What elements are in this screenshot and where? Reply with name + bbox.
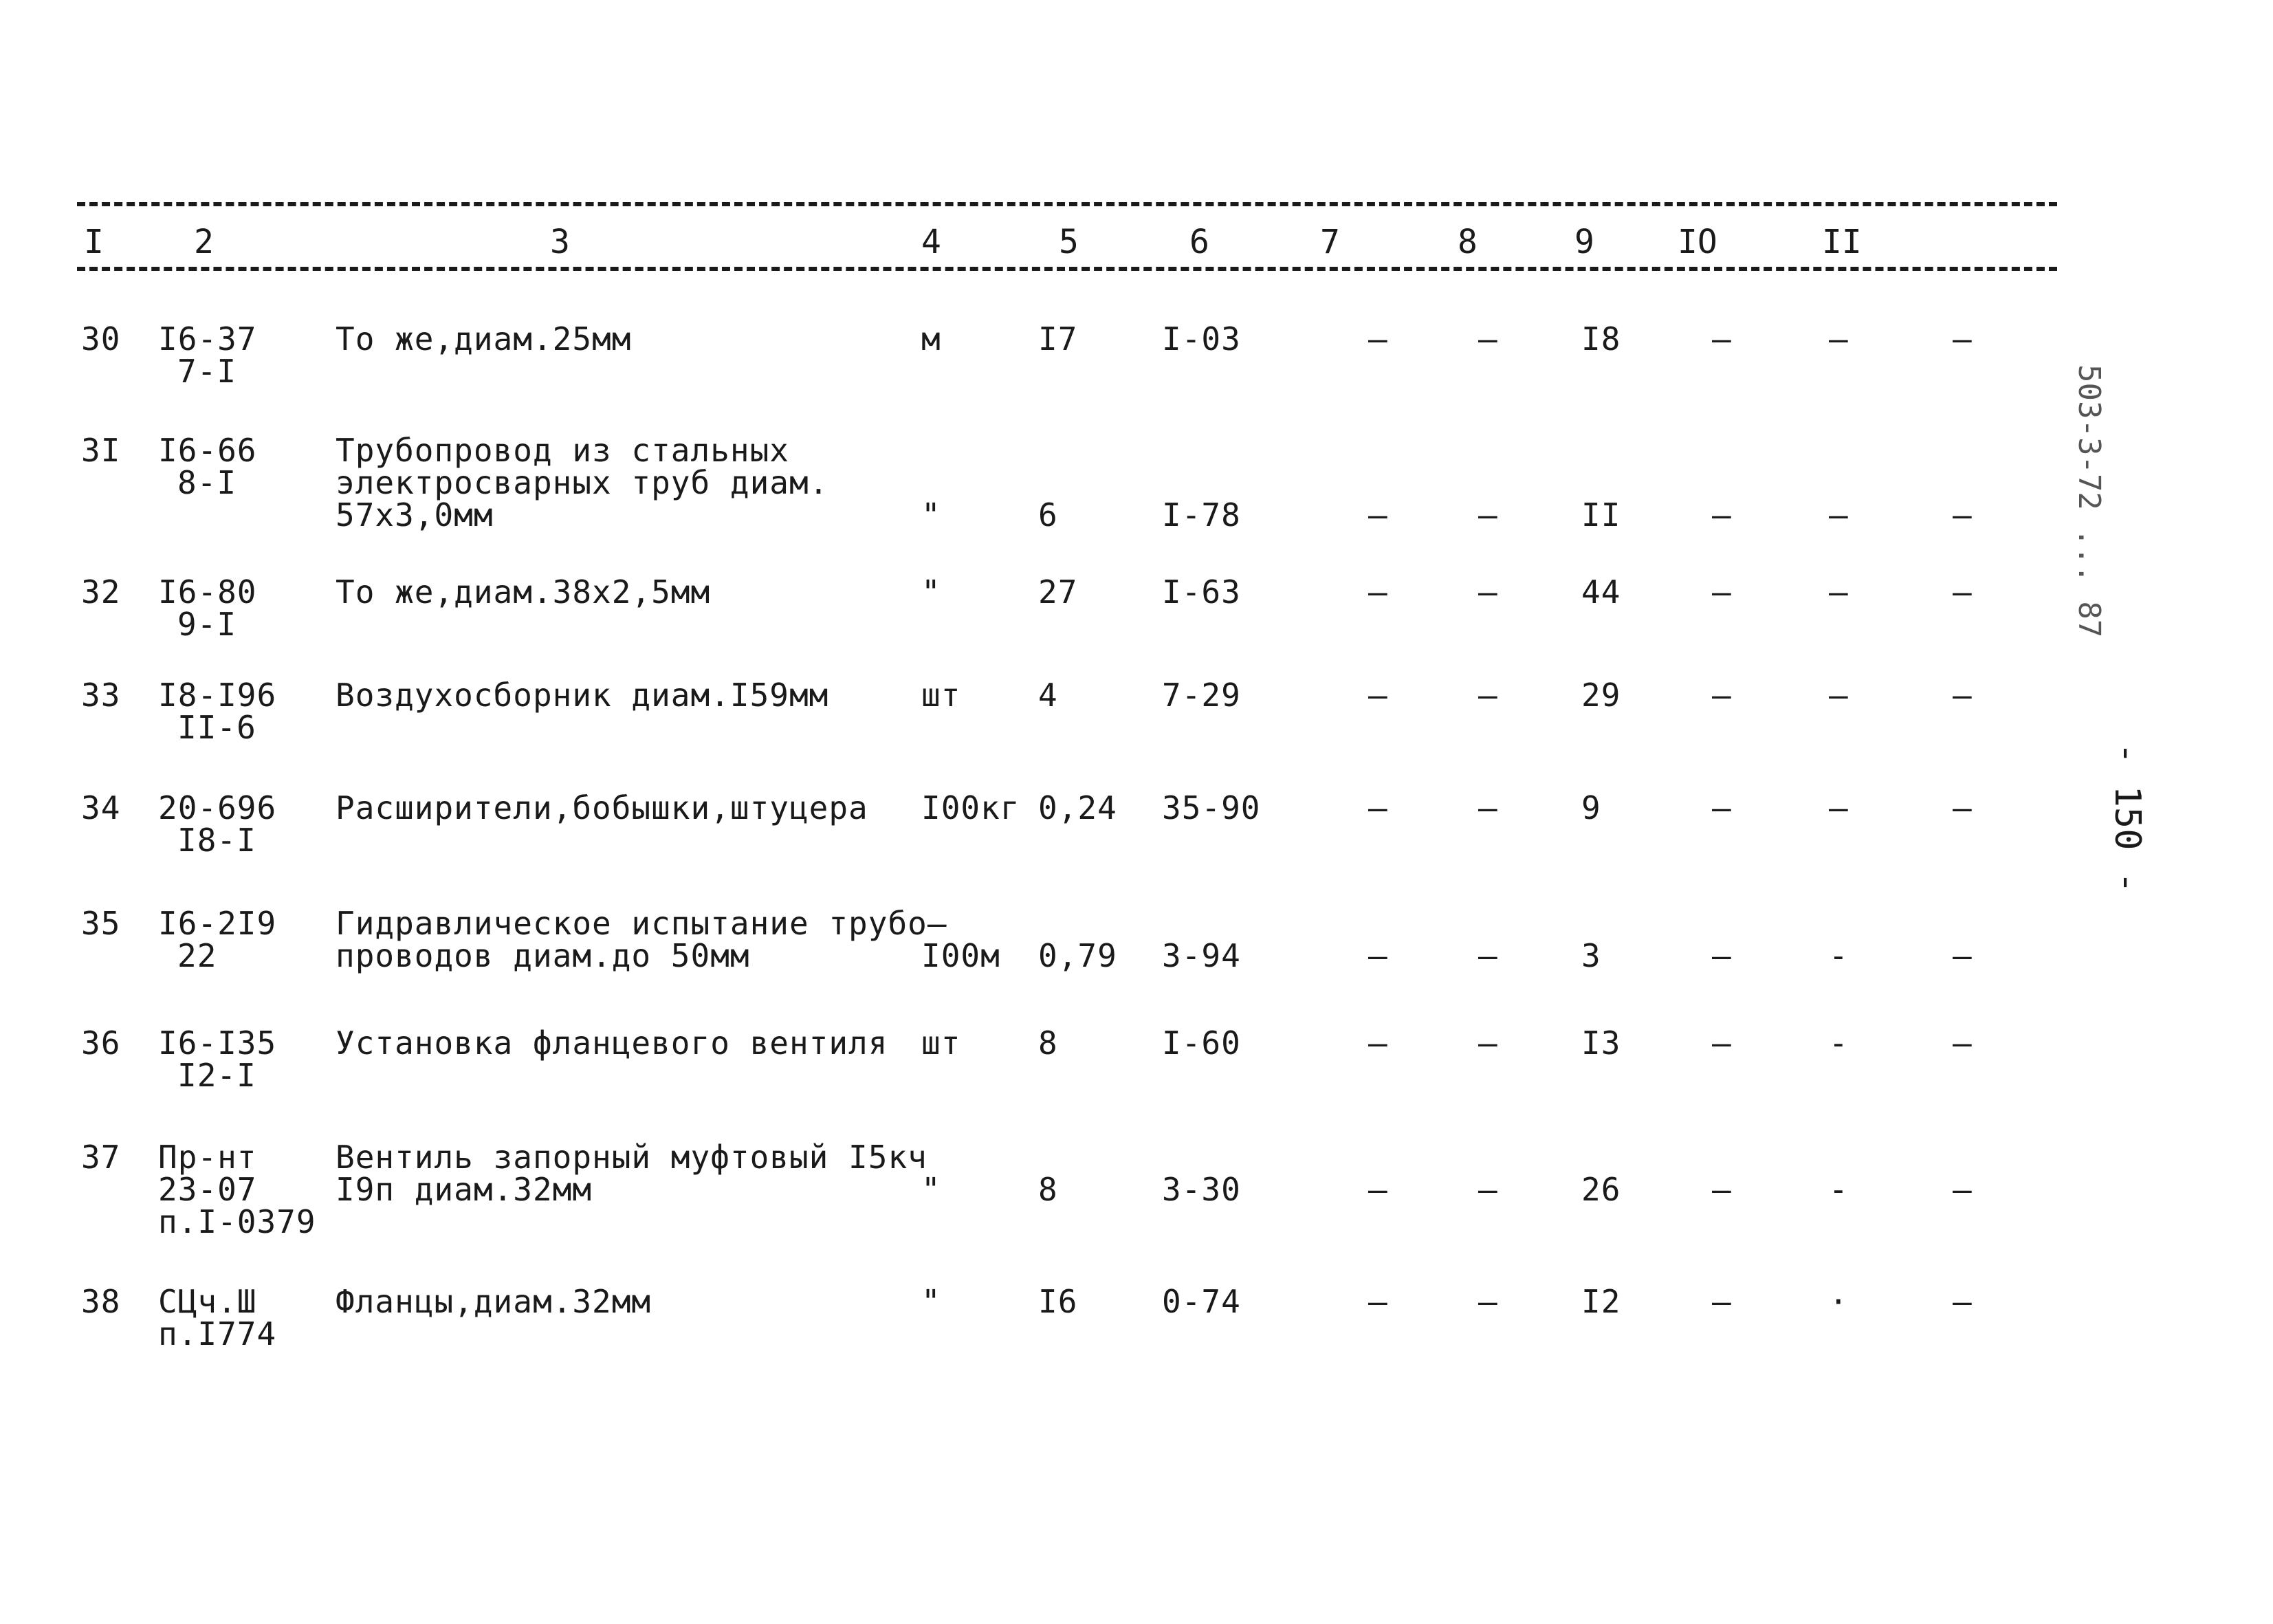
cell-c10: –	[1712, 320, 1732, 358]
column-header: 6	[1189, 223, 1209, 261]
cell-c9: II	[1581, 496, 1621, 534]
cell-c12: –	[1953, 789, 1973, 826]
cell-c7: –	[1368, 320, 1388, 358]
cell-c10: –	[1712, 496, 1732, 534]
cell-c10: –	[1712, 677, 1732, 714]
cell-c9: I3	[1581, 1024, 1621, 1062]
cell-c11: –	[1829, 496, 1849, 534]
cell-c8: –	[1478, 677, 1498, 714]
row-number: 36	[81, 1024, 121, 1062]
cell-c11: -	[1829, 1171, 1849, 1208]
row-number: 32	[81, 573, 121, 611]
cell-c9: 26	[1581, 1171, 1621, 1208]
column-header: II	[1822, 223, 1862, 261]
unit-price: I-60	[1162, 1024, 1241, 1062]
cell-c9: 29	[1581, 677, 1621, 714]
unit: "	[921, 1283, 941, 1320]
cell-c10: –	[1712, 789, 1732, 826]
norm-code: I6-66	[158, 432, 257, 469]
quantity: 0,24	[1038, 789, 1117, 826]
cell-c12: –	[1953, 1283, 1973, 1320]
column-header: I	[84, 223, 104, 261]
row-number: 3I	[81, 432, 121, 469]
norm-code: п.I-0379	[158, 1203, 316, 1240]
norm-code: 22	[177, 937, 217, 974]
work-description: Расширители,бобышки,штуцера	[336, 789, 868, 826]
norm-code: I2-I	[177, 1057, 256, 1094]
cell-c11: –	[1829, 677, 1849, 714]
header-bottom-rule	[77, 267, 2057, 271]
unit-price: 7-29	[1162, 677, 1241, 714]
unit: "	[921, 496, 941, 534]
quantity: 0,79	[1038, 937, 1117, 974]
cell-c12: –	[1953, 496, 1973, 534]
cell-c10: –	[1712, 1024, 1732, 1062]
norm-code: I8-I96	[158, 677, 277, 714]
cell-c12: –	[1953, 677, 1973, 714]
column-header: 2	[194, 223, 214, 261]
cell-c12: –	[1953, 937, 1973, 974]
cell-c7: –	[1368, 573, 1388, 611]
unit: "	[921, 573, 941, 611]
unit-price: 3-94	[1162, 937, 1241, 974]
norm-code: 8-I	[177, 464, 237, 501]
work-description: Фланцы,диам.32мм	[336, 1283, 652, 1320]
unit-price: 3-30	[1162, 1171, 1241, 1208]
quantity: 6	[1038, 496, 1058, 534]
cell-c7: –	[1368, 937, 1388, 974]
unit: м	[921, 320, 941, 358]
cell-c8: –	[1478, 937, 1498, 974]
cell-c8: –	[1478, 789, 1498, 826]
norm-code: I6-37	[158, 320, 257, 358]
unit: I00м	[921, 937, 1000, 974]
cell-c11: -	[1829, 937, 1849, 974]
cell-c8: –	[1478, 496, 1498, 534]
row-number: 35	[81, 905, 121, 942]
unit: шт	[921, 1024, 961, 1062]
work-description: То же,диам.38х2,5мм	[336, 573, 711, 611]
norm-code: I6-2I9	[158, 905, 277, 942]
cell-c11: -	[1829, 1024, 1849, 1062]
cell-c10: –	[1712, 1171, 1732, 1208]
norm-code: 7-I	[177, 353, 237, 390]
quantity: 27	[1038, 573, 1078, 611]
work-description: Воздухосборник диам.I59мм	[336, 677, 829, 714]
cell-c12: –	[1953, 1171, 1973, 1208]
unit-price: I-78	[1162, 496, 1241, 534]
cell-c8: –	[1478, 573, 1498, 611]
unit-price: 35-90	[1162, 789, 1261, 826]
header-top-rule	[77, 202, 2057, 206]
cell-c7: –	[1368, 789, 1388, 826]
cell-c7: –	[1368, 1024, 1388, 1062]
norm-code: 9-I	[177, 606, 237, 643]
cell-c8: –	[1478, 320, 1498, 358]
cell-c7: –	[1368, 1171, 1388, 1208]
cell-c9: 3	[1581, 937, 1601, 974]
work-description: I9п диам.32мм	[336, 1171, 593, 1208]
cell-c10: –	[1712, 937, 1732, 974]
cell-c12: –	[1953, 573, 1973, 611]
cell-c8: –	[1478, 1024, 1498, 1062]
norm-code: СЦч.Ш	[158, 1283, 257, 1320]
cell-c10: –	[1712, 1283, 1732, 1320]
unit-price: I-03	[1162, 320, 1241, 358]
cell-c11: ·	[1829, 1283, 1849, 1320]
column-header: 7	[1320, 223, 1340, 261]
page-number: - 150 -	[2107, 743, 2148, 894]
cell-c7: –	[1368, 677, 1388, 714]
cell-c9: I2	[1581, 1283, 1621, 1320]
quantity: I7	[1038, 320, 1078, 358]
cell-c9: 44	[1581, 573, 1621, 611]
unit: "	[921, 1171, 941, 1208]
unit: I00кг	[921, 789, 1020, 826]
work-description: 57х3,0мм	[336, 496, 494, 534]
cell-c11: –	[1829, 789, 1849, 826]
work-description: Гидравлическое испытание трубо–	[336, 905, 947, 942]
cell-c11: –	[1829, 573, 1849, 611]
work-description: Установка фланцевого вентиля	[336, 1024, 888, 1062]
norm-code: 23-07	[158, 1171, 257, 1208]
norm-code: I6-I35	[158, 1024, 277, 1062]
column-header: 5	[1059, 223, 1079, 261]
norm-code: II-6	[177, 709, 256, 746]
column-header: 3	[550, 223, 570, 261]
side-document-code: 503-3-72 ... 87	[2072, 364, 2107, 638]
column-header: 9	[1574, 223, 1594, 261]
work-description: проводов диам.до 50мм	[336, 937, 750, 974]
column-header: 4	[921, 223, 941, 261]
work-description: Вентиль запорный муфтовый I5кч	[336, 1139, 927, 1176]
work-description: Трубопровод из стальных	[336, 432, 789, 469]
quantity: 4	[1038, 677, 1058, 714]
cell-c11: –	[1829, 320, 1849, 358]
cell-c9: I8	[1581, 320, 1621, 358]
row-number: 34	[81, 789, 121, 826]
cell-c8: –	[1478, 1283, 1498, 1320]
cell-c8: –	[1478, 1171, 1498, 1208]
norm-code: п.I774	[158, 1315, 277, 1352]
work-description: То же,диам.25мм	[336, 320, 632, 358]
unit-price: 0-74	[1162, 1283, 1241, 1320]
quantity: 8	[1038, 1024, 1058, 1062]
column-header: IO	[1678, 223, 1717, 261]
unit-price: I-63	[1162, 573, 1241, 611]
work-description: электросварных труб диам.	[336, 464, 829, 501]
cell-c9: 9	[1581, 789, 1601, 826]
norm-code: I6-80	[158, 573, 257, 611]
column-header: 8	[1458, 223, 1478, 261]
row-number: 30	[81, 320, 121, 358]
cell-c10: –	[1712, 573, 1732, 611]
row-number: 38	[81, 1283, 121, 1320]
cell-c12: –	[1953, 320, 1973, 358]
norm-code: 20-696	[158, 789, 277, 826]
cell-c12: –	[1953, 1024, 1973, 1062]
cell-c7: –	[1368, 496, 1388, 534]
norm-code: I8-I	[177, 822, 256, 859]
quantity: I6	[1038, 1283, 1078, 1320]
row-number: 33	[81, 677, 121, 714]
cell-c7: –	[1368, 1283, 1388, 1320]
quantity: 8	[1038, 1171, 1058, 1208]
unit: шт	[921, 677, 961, 714]
norm-code: Пр-нт	[158, 1139, 257, 1176]
row-number: 37	[81, 1139, 121, 1176]
